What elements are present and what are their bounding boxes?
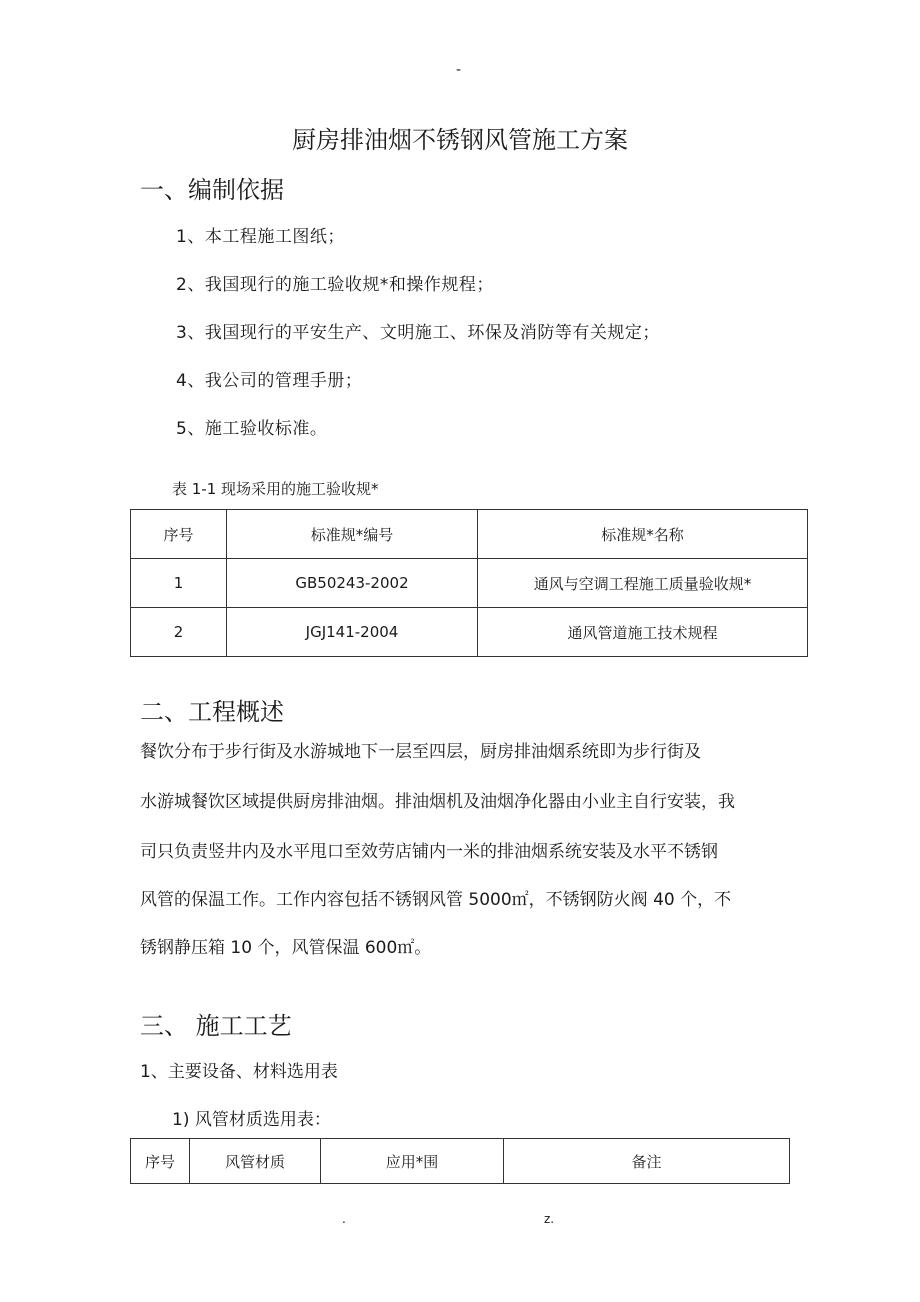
footer-right-mark: z. — [544, 1212, 555, 1226]
table-row — [131, 559, 808, 608]
table-caption: 表 1-1 现场采用的施工验收规* — [172, 480, 379, 498]
section-heading-process: 三、 施工工艺 — [140, 1012, 292, 1040]
basis-item: 2、我国现行的施工验收规*和操作规程； — [176, 275, 494, 295]
table-cell: 2 — [131, 608, 227, 657]
table-header-row — [131, 1139, 790, 1184]
header-mark: - — [456, 62, 462, 78]
table-header-cell: 标准规*名称 — [478, 510, 808, 559]
standards-table — [130, 509, 808, 657]
paragraph-line: 司只负责竖井内及水平甩口至效劳店铺内一米的排油烟系统安装及水平不锈钢 — [140, 842, 718, 862]
paragraph-line: 餐饮分布于步行街及水游城地下一层至四层，厨房排油烟系统即为步行街及 — [140, 742, 701, 762]
basis-item: 3、我国现行的平安生产、文明施工、环保及消防等有关规定； — [176, 323, 660, 343]
overview-paragraph — [140, 740, 782, 980]
footer-left-mark: . — [342, 1212, 346, 1226]
table-header-cell: 序号 — [131, 510, 227, 559]
table-cell: 1 — [131, 559, 227, 608]
paragraph-line: 锈钢静压箱 10 个，风管保温 600㎡。 — [140, 938, 432, 958]
table-header-cell: 备注 — [504, 1139, 790, 1184]
basis-item: 5、施工验收标准。 — [176, 419, 328, 439]
table-header-cell: 风管材质 — [190, 1139, 321, 1184]
table-cell: 通风与空调工程施工质量验收规* — [478, 559, 808, 608]
basis-item: 4、我公司的管理手册； — [176, 371, 363, 391]
subheading-equipment: 1、主要设备、材料选用表 — [140, 1062, 338, 1082]
table-cell: JGJ141-2004 — [227, 608, 478, 657]
table-header-cell: 标准规*编号 — [227, 510, 478, 559]
table-header-cell: 应用*围 — [321, 1139, 504, 1184]
table-row — [131, 608, 808, 657]
table-cell: 通风管道施工技术规程 — [478, 608, 808, 657]
section-heading-basis: 一、编制依据 — [140, 176, 284, 204]
duct-material-table — [130, 1138, 790, 1184]
table-header-row — [131, 510, 808, 559]
paragraph-line: 风管的保温工作。工作内容包括不锈钢风管 5000㎡，不锈钢防火阀 40 个，不 — [140, 890, 732, 910]
table-header-cell: 序号 — [131, 1139, 190, 1184]
document-title: 厨房排油烟不锈钢风管施工方案 — [292, 126, 628, 154]
paragraph-line: 水游城餐饮区域提供厨房排油烟。排油烟机及油烟净化器由小业主自行安装，我 — [140, 792, 735, 812]
subheading-duct-material: 1) 风管材质选用表： — [172, 1110, 331, 1130]
section-heading-overview: 二、工程概述 — [140, 698, 284, 726]
table-cell: GB50243-2002 — [227, 559, 478, 608]
basis-item: 1、本工程施工图纸； — [176, 227, 345, 247]
